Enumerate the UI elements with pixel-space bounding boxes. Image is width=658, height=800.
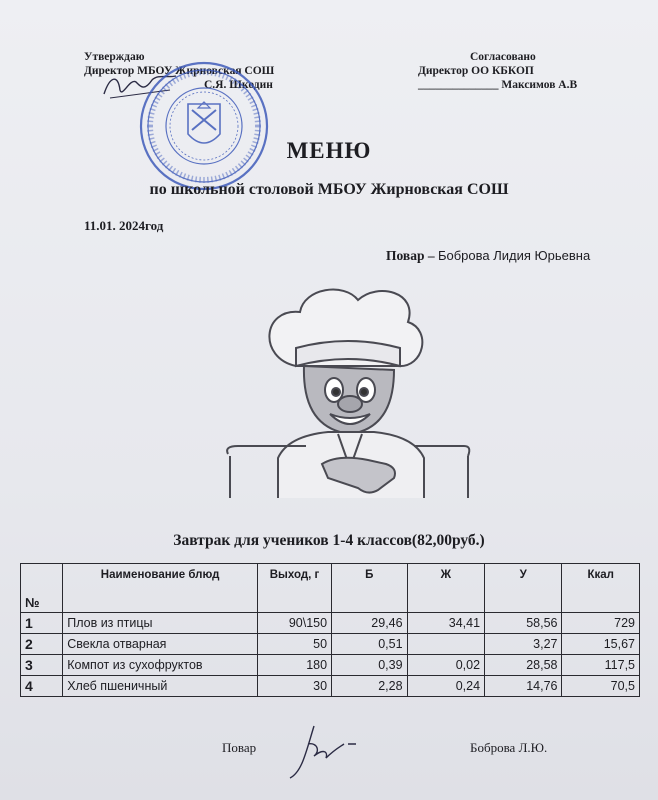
dish-carbs: 58,56 [485,613,562,634]
table-row [21,655,640,676]
round-seal-icon [138,60,270,192]
dish-name: Свекла отварная [63,634,258,655]
row-number: 1 [21,613,63,634]
menu-date: 11.01. 2024год [84,218,164,233]
agree-name: ______________ Максимов А.В [418,79,578,91]
dish-protein: 29,46 [332,613,408,634]
dish-carbs: 28,58 [485,655,562,676]
approve-name: С.Я. Шкодин [204,79,273,91]
dish-yield: 50 [258,634,332,655]
dish-kcal: 117,5 [562,655,640,676]
dish-carbs: 14,76 [485,676,562,697]
dish-fat: 34,41 [407,613,484,634]
col-carbs: У [485,564,562,613]
col-kcal: Ккал [562,564,640,613]
table-row [21,634,640,655]
col-protein: Б [332,564,408,613]
col-fat: Ж [407,564,484,613]
dish-name: Компот из сухофруктов [63,655,258,676]
dish-name: Хлеб пшеничный [63,676,258,697]
cook-name: Боброва Лидия Юрьевна [437,248,591,263]
dish-fat: 0,02 [407,655,484,676]
dish-fat: 0,24 [407,676,484,697]
approve-title: Утверждаю [84,51,145,63]
col-dish: Наименование блюд [63,564,258,613]
row-number: 4 [21,676,63,697]
dish-protein: 2,28 [332,676,408,697]
footer-cook-label: Повар [222,740,257,755]
dish-yield: 30 [258,676,332,697]
dish-fat [407,634,484,655]
footer-cook-name: Боброва Л.Ю. [470,740,548,755]
row-number: 3 [21,655,63,676]
agree-position: Директор ОО КБКОП [418,65,534,77]
dish-kcal: 70,5 [562,676,640,697]
cook-line [386,248,590,264]
chef-illustration [218,278,478,498]
col-number: № [21,564,63,613]
table-row [21,676,640,697]
cook-signature-icon [284,722,364,782]
dish-yield: 180 [258,655,332,676]
dish-kcal: 729 [562,613,640,634]
dish-protein: 0,39 [332,655,408,676]
breakfast-title: Завтрак для учеников 1-4 классов(82,00руб.) [173,532,485,549]
dish-kcal: 15,67 [562,634,640,655]
table-header-row [21,564,640,613]
dish-carbs: 3,27 [485,634,562,655]
dish-name: Плов из птицы [63,613,258,634]
col-yield: Выход, г [258,564,332,613]
agreement-block [418,50,577,92]
cook-label: Повар – [386,248,435,263]
approve-position: Директор МБОУ Жирновская СОШ [84,65,275,77]
dish-yield: 90\150 [258,613,332,634]
menu-table [20,563,640,697]
agree-title: Согласовано [470,51,536,63]
dish-protein: 0,51 [332,634,408,655]
table-row [21,613,640,634]
page-title: МЕНЮ [286,138,372,163]
page-subtitle: по школьной столовой МБОУ Жирновская СОШ [149,181,509,198]
row-number: 2 [21,634,63,655]
